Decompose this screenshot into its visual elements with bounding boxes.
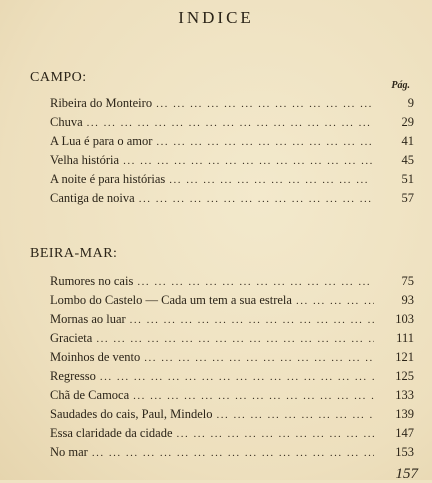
page-column-label: Pág. [391,80,410,91]
entry-page-number: 103 [395,312,414,326]
entry-page-number: 75 [401,274,414,288]
toc-entry [50,96,414,114]
entry-title: Chã de Camoca [50,388,130,402]
section-title-campo: CAMPO: [30,70,87,85]
dot-leader [139,193,374,205]
toc-entry [50,274,414,292]
dot-leader [96,333,374,345]
entry-title: Essa claridade da cidade [50,426,173,440]
entry-title: Moinhos de vento [50,350,141,364]
toc-entry [50,350,414,368]
entry-title: Rumores no cais [50,274,134,288]
entry-title: Chuva [50,115,83,129]
toc-entry [50,191,414,209]
entry-title: Regresso [50,369,96,383]
toc-entry [50,407,414,425]
entry-page-number: 111 [396,331,414,345]
toc-entry [50,115,414,133]
entry-title: Velha história [50,153,120,167]
entry-page-number: 147 [395,426,414,440]
dot-leader [123,155,374,167]
entry-page-number: 57 [401,191,414,205]
entry-title: Lombo do Castelo — Cada um tem a sua estrela [50,293,292,307]
dot-leader [177,428,374,440]
entry-page-number: 9 [407,96,414,110]
toc-entry [50,445,414,463]
entry-title: Cantiga de noiva [50,191,135,205]
dot-leader [216,409,374,421]
entry-page-number: 125 [395,369,414,383]
toc-entry [50,312,414,330]
footer-page-number: 157 [395,466,418,482]
entry-page-number: 121 [395,350,414,364]
dot-leader [169,174,374,186]
dot-leader [87,117,374,129]
toc-entry [50,172,414,190]
entry-page-number: 153 [395,445,414,459]
toc-entry [50,369,414,387]
dot-leader [133,390,374,402]
entry-title: Gracieta [50,331,93,345]
toc-entry [50,293,414,311]
entry-title: A Lua é para o amor [50,134,153,148]
entry-page-number: 45 [401,153,414,167]
toc-entry [50,388,414,406]
entry-page-number: 139 [395,407,414,421]
entry-page-number: 93 [401,293,414,307]
entry-page-number: 29 [401,115,414,129]
toc-entry [50,426,414,444]
entry-title: A noite é para histórias [50,172,166,186]
index-title: INDICE [178,8,254,27]
entry-page-number: 133 [395,388,414,402]
entry-title: Saudades do cais, Paul, Mindelo [50,407,213,421]
section-title-beira-mar: BEIRA-MAR: [30,246,118,261]
entry-title: No mar [50,445,88,459]
dot-leader [100,371,374,383]
dot-leader [156,136,374,148]
dot-leader [92,447,374,459]
toc-entry [50,331,414,349]
toc-entry [50,153,414,171]
dot-leader [130,314,374,326]
entry-page-number: 41 [401,134,414,148]
entry-page-number: 51 [401,172,414,186]
dot-leader [296,295,374,307]
toc-entry [50,134,414,152]
dot-leader [156,98,374,110]
dot-leader [137,276,374,288]
dot-leader [144,352,374,364]
entry-title: Mornas ao luar [50,312,126,326]
entry-title: Ribeira do Monteiro [50,96,153,110]
